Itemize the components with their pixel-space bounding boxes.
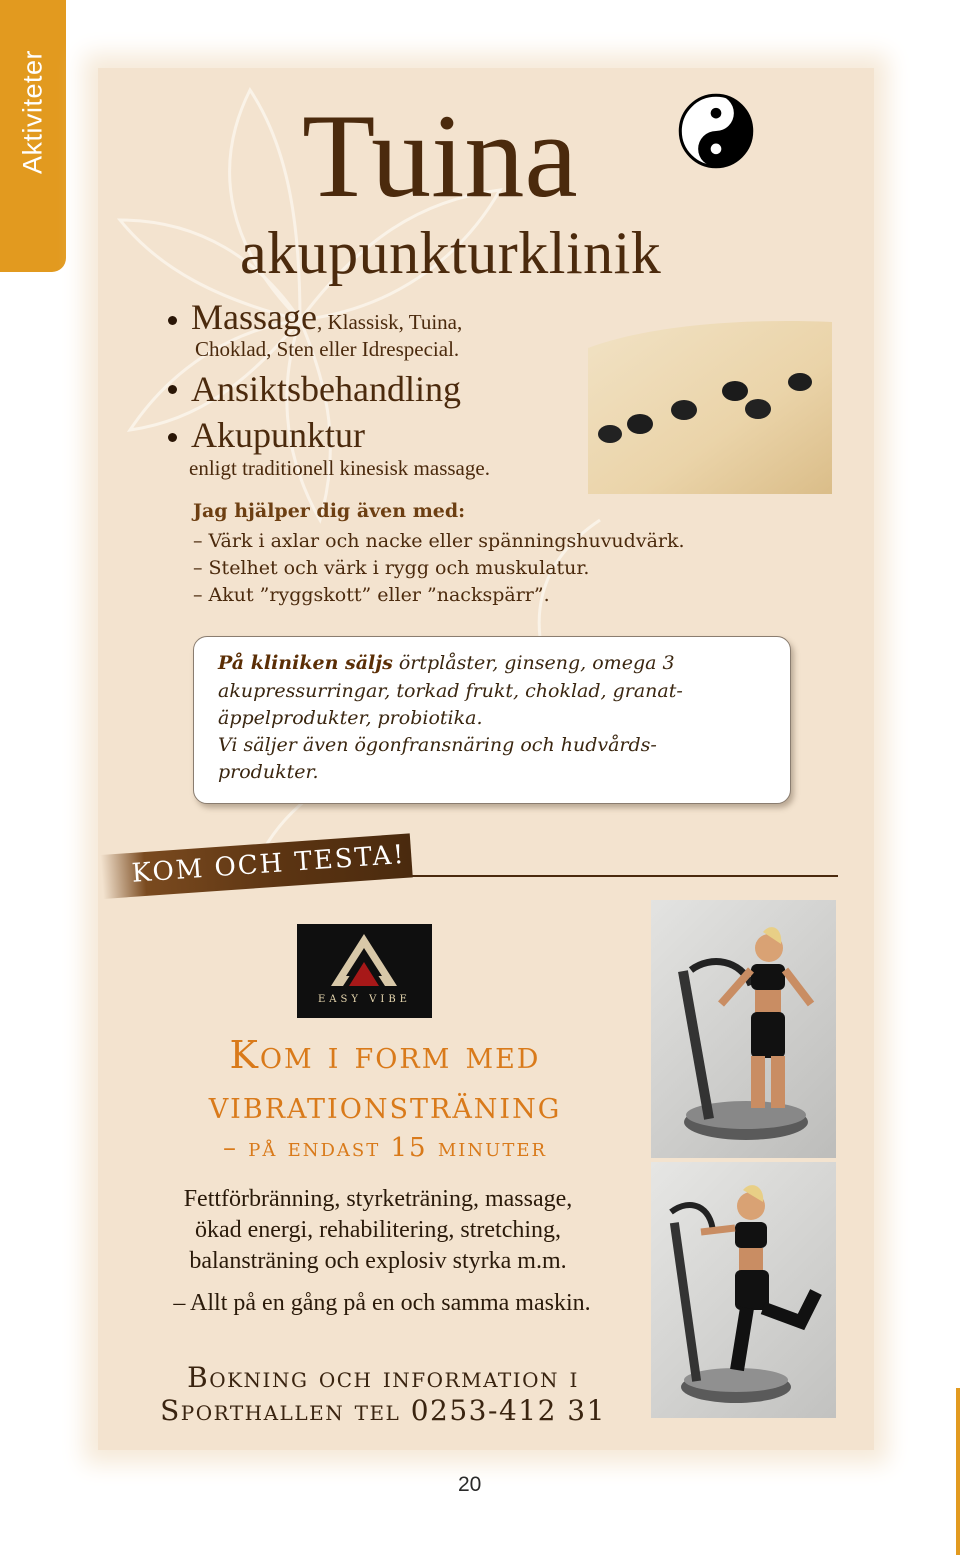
help-item: – Värk i axlar och nacke eller spänningshuvudvärk. — [193, 530, 685, 552]
hot-stone-massage-image — [588, 318, 832, 494]
ad-body-line: balansträning och explosiv styrka m.m. — [189, 1248, 567, 1274]
yin-yang-icon — [678, 93, 754, 169]
service-facial: Ansiktsbehandling — [191, 369, 461, 409]
page-title: Tuina — [302, 89, 578, 222]
products-line: akupressurringar, torkad frukt, choklad, granat- — [218, 680, 683, 702]
service-acupuncture-note: enligt traditionell kinesisk massage. — [189, 456, 490, 480]
ad-body-line: Fettförbränning, styrketräning, massage, — [183, 1186, 573, 1212]
section-tab — [0, 0, 66, 272]
products-box — [193, 636, 791, 804]
page-number: 20 — [458, 1473, 482, 1496]
products-line: Vi säljer även ögonfransnäring och hudvårds- — [218, 734, 657, 756]
help-heading: Jag hjälper dig även med: — [193, 500, 466, 522]
try-banner-text: KOM OCH TESTA! — [130, 839, 407, 889]
easy-vibe-logo — [297, 924, 432, 1018]
edge-marker — [956, 1388, 960, 1555]
bullet-icon — [168, 433, 177, 442]
products-text: örtplåster, ginseng, omega 3 — [392, 652, 675, 674]
bullet-icon — [168, 385, 177, 394]
products-line: äppelprodukter, probiotika. — [218, 707, 483, 729]
service-acupuncture: Akupunktur — [191, 415, 365, 455]
ad-heading-3: – på endast 15 minuter — [222, 1133, 548, 1163]
service-massage — [191, 296, 462, 338]
ad-tagline: – Allt på en gång på en och samma maskin. — [173, 1290, 591, 1316]
booking-line-1: Bokning och information i — [187, 1361, 579, 1394]
logo-mark-icon — [297, 924, 432, 994]
service-massage-label: Massage — [191, 297, 317, 337]
ad-heading-1: Kom i form med — [229, 1033, 541, 1077]
products-line: produkter. — [218, 761, 319, 783]
help-item: – Akut ”ryggskott” eller ”nackspärr”. — [193, 584, 550, 606]
service-massage-types-2: Choklad, Sten eller Idrespecial. — [195, 337, 460, 361]
divider — [410, 875, 838, 877]
ad-body-line: ökad energi, rehabilitering, stretching, — [194, 1217, 562, 1243]
bullet-icon — [168, 316, 177, 325]
booking-line-2: Sporthallen tel 0253-412 31 — [160, 1394, 606, 1427]
logo-text: EASY VIBE — [318, 994, 411, 1005]
vibration-machine-photo-2 — [651, 1162, 836, 1418]
help-item: – Stelhet och värk i rygg och muskulatur. — [193, 557, 590, 579]
products-line — [218, 652, 675, 674]
section-tab-label: Aktiviteter — [17, 49, 48, 175]
woman-exercising-image — [651, 1162, 836, 1418]
ad-heading-2: vibrationsträning — [208, 1083, 562, 1127]
page-subtitle: akupunkturklinik — [240, 220, 662, 286]
service-massage-types: , Klassisk, Tuina, — [316, 310, 463, 334]
products-lead: På kliniken säljs — [218, 652, 393, 674]
